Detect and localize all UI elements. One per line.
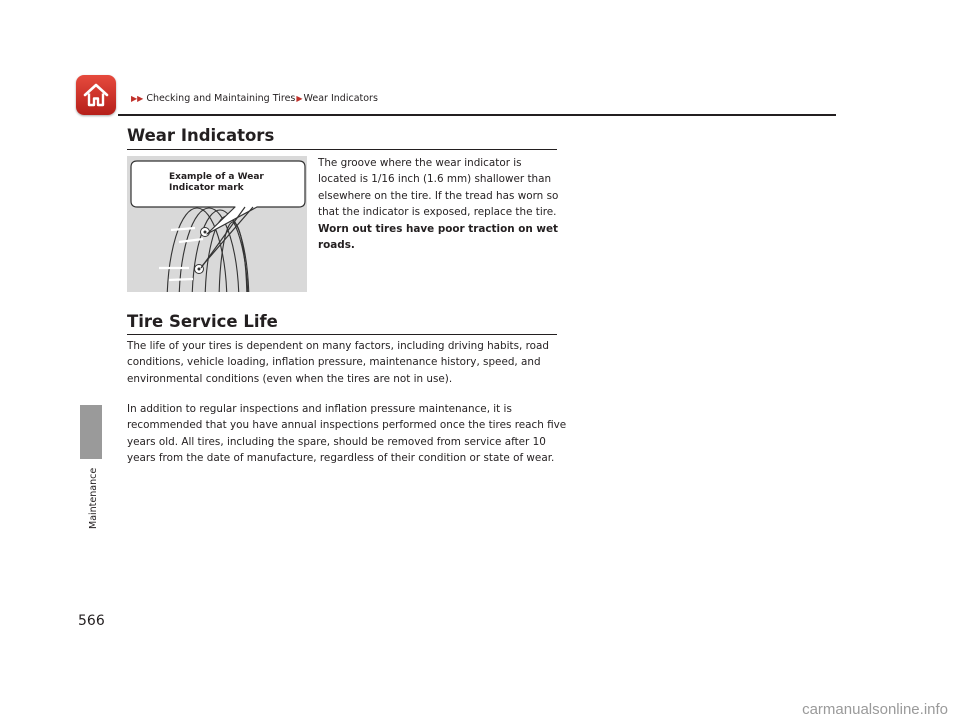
breadcrumb (130, 93, 378, 104)
wear-indicators-body (318, 155, 562, 253)
figure-callout: Example of a Wear Indicator mark (169, 172, 264, 193)
breadcrumb-item-wear-indicators[interactable]: Wear Indicators (303, 93, 378, 104)
side-tab-label: Maintenance (88, 468, 99, 530)
breadcrumb-arrow-icon: ▶ (296, 94, 303, 103)
header-rule (118, 114, 836, 116)
wear-warning: Worn out tires have poor traction on wet roads. (318, 222, 559, 252)
page-number: 566 (78, 613, 105, 629)
home-icon (82, 81, 110, 109)
side-tab[interactable] (80, 405, 102, 459)
breadcrumb-item-checking-tires[interactable]: Checking and Maintaining Tires (146, 93, 296, 104)
home-button[interactable] (76, 75, 116, 115)
tire-service-life-paragraph: The life of your tires is dependent on many factors, including driving habits, road conditions, vehicle loading, inflation pressure, maintenance history, speed, and environmental conditions (even when the tires are not in use). (127, 340, 549, 385)
section-title-tire-service-life: Tire Service Life (127, 312, 278, 331)
breadcrumb-arrow-icon: ▶▶ (131, 94, 144, 103)
watermark: carmanualsonline.info (802, 701, 948, 718)
section-rule (127, 149, 557, 150)
section-rule (127, 334, 557, 335)
wear-indicators-text: The groove where the wear indicator is located is 1/16 inch (1.6 mm) shallower than elsewhere on the tire. If the tread has worn so that the indicator is exposed, replace the tire. (318, 157, 559, 219)
section-title-wear-indicators: Wear Indicators (127, 126, 275, 145)
tire-service-life-paragraph: In addition to regular inspections and inflation pressure maintenance, it is recommended that you have annual inspections performed once the tires reach five years old. All tires, including the spare, should be removed from service after 10 years from the date of manufacture, regardless of their condition or state of wear. (127, 403, 567, 465)
tire-wear-indicator-figure (127, 156, 307, 292)
